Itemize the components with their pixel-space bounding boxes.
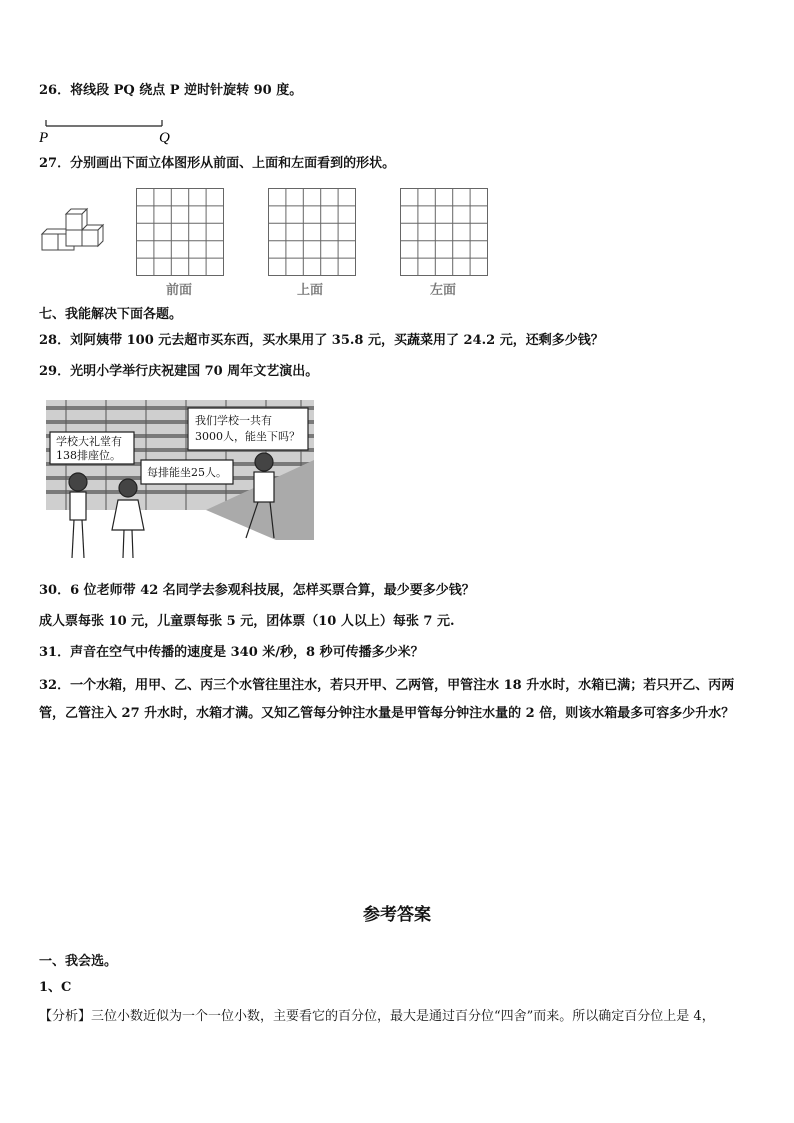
question-28: 28．刘阿姨带 100 元去超市买东西，买水果用了 35.8 元，买蔬菜用了 24.2 元，还剩多少钱？ <box>39 333 604 348</box>
point-p-label: P <box>39 130 49 146</box>
bubble-text-3a: 我们学校一共有 <box>195 414 272 427</box>
question-31: 31．声音在空气中传播的速度是 340 米/秒，8 秒可传播多少米？ <box>39 645 424 660</box>
front-view-label: 前面 <box>166 283 193 298</box>
answer-key-title: 参考答案 <box>363 905 431 925</box>
left-view-label: 左面 <box>430 283 457 298</box>
cube-solid-figure <box>40 205 106 255</box>
top-view-label: 上面 <box>297 283 324 298</box>
left-view-grid[interactable] <box>400 188 488 276</box>
question-32: 32．一个水箱，用甲、乙、丙三个水管往里注水，若只开甲、乙两管，甲管注水 18 升水时，水箱已满；若只开乙、丙两管，乙管注入 27 升水时，水箱才满。又知乙管每分钟注水量是甲管每分钟注水量的 2 倍，则该水箱最多可容多少升水？ <box>39 678 735 721</box>
bubble-text-1a: 学校大礼堂有 <box>56 435 122 448</box>
answer-analysis: 【分析】三位小数近似为一个一位小数，主要看它的百分位，最大是通过百分位“四舍”而来。所以确定百分位上是 4， <box>39 1009 715 1024</box>
point-q-label: Q <box>159 130 170 146</box>
ticket-prices: 成人票每张 10 元，儿童票每张 5 元，团体票（10 人以上）每张 7 元. <box>39 614 455 629</box>
question-29: 29．光明小学举行庆祝建国 70 周年文艺演出。 <box>39 364 319 379</box>
auditorium-illustration <box>46 400 314 565</box>
bubble-text-2: 每排能坐25人。 <box>147 466 227 479</box>
answer-1: 1、C <box>39 980 72 995</box>
top-view-grid[interactable] <box>268 188 356 276</box>
question-26: 26．将线段 PQ 绕点 P 逆时针旋转 90 度。 <box>39 83 303 98</box>
answer-section-1: 一、我会选。 <box>39 954 118 969</box>
segment-pq-figure <box>39 116 179 146</box>
front-view-grid[interactable] <box>136 188 224 276</box>
question-27: 27．分别画出下面立体图形从前面、上面和左面看到的形状。 <box>39 156 396 171</box>
section-7-heading: 七、我能解决下面各题。 <box>39 307 183 322</box>
question-30: 30．6 位老师带 42 名同学去参观科技展，怎样买票合算，最少要多少钱？ <box>39 583 475 598</box>
bubble-text-3b: 3000人，能坐下吗？ <box>195 430 300 443</box>
bubble-text-1b: 138排座位。 <box>56 449 121 462</box>
